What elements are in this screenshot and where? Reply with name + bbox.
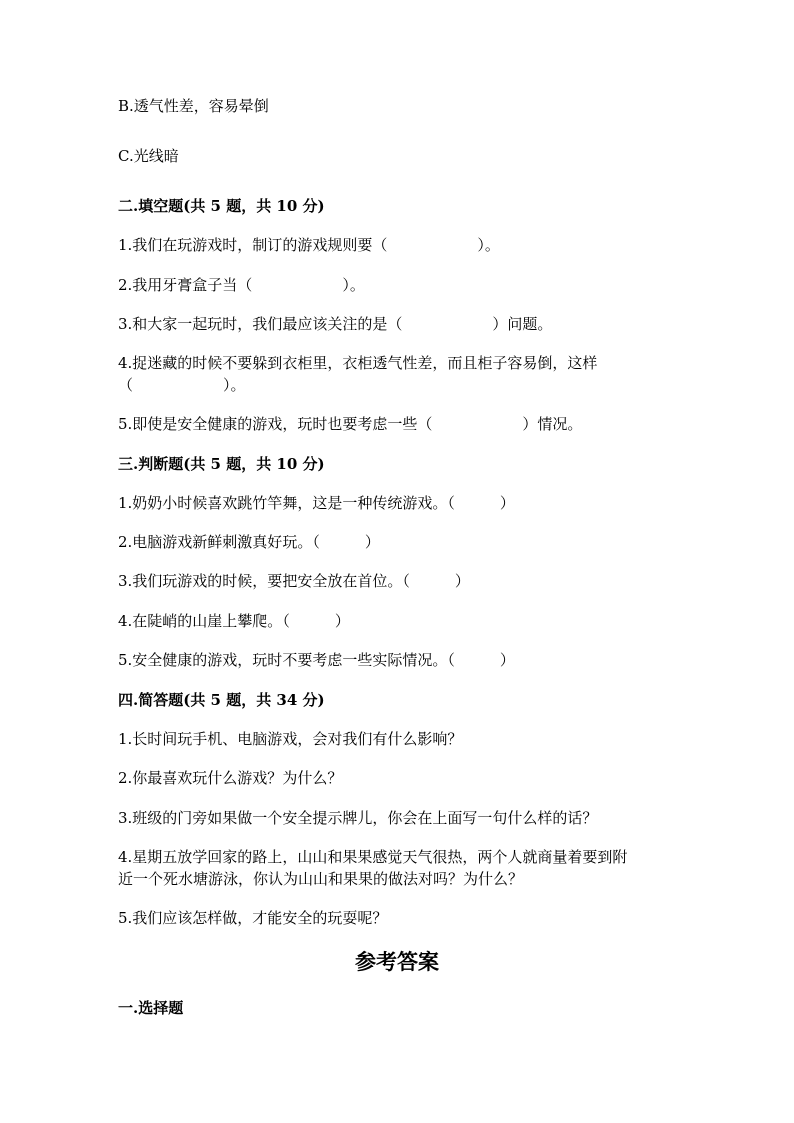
fill-question-2: 2.我用牙膏盒子当（ ）。	[118, 276, 365, 294]
judge-question-5: 5.安全健康的游戏，玩时不要考虑一些实际情况。（ ）	[118, 651, 515, 669]
fill-blank-heading: 二.填空题(共 5 题，共 10 分)	[118, 197, 325, 215]
fill-question-3: 3.和大家一起玩时，我们最应该关注的是（ ）问题。	[118, 315, 553, 333]
judge-heading: 三.判断题(共 5 题，共 10 分)	[118, 455, 325, 473]
fill-question-5: 5.即使是安全健康的游戏，玩时也要考虑一些（ ）情况。	[118, 415, 583, 433]
judge-question-3: 3.我们玩游戏的时候，要把安全放在首位。（ ）	[118, 572, 470, 590]
answer-key-title: 参考答案	[355, 949, 439, 974]
judge-question-4: 4.在陡峭的山崖上攀爬。（ ）	[118, 612, 350, 630]
option-b: B.透气性差，容易晕倒	[118, 97, 269, 115]
judge-question-1: 1.奶奶小时候喜欢跳竹竿舞，这是一种传统游戏。（ ）	[118, 494, 515, 512]
short-question-1: 1.长时间玩手机、电脑游戏，会对我们有什么影响？	[118, 730, 463, 748]
short-question-3: 3.班级的门旁如果做一个安全提示牌儿，你会在上面写一句什么样的话？	[118, 809, 598, 827]
fill-question-1: 1.我们在玩游戏时，制订的游戏规则要（ ）。	[118, 236, 500, 254]
fill-question-4-line-1: 4.捉迷藏的时候不要躲到衣柜里，衣柜透气性差，而且柜子容易倒，这样	[118, 354, 598, 372]
option-c: C.光线暗	[118, 147, 179, 165]
short-question-5: 5.我们应该怎样做，才能安全的玩耍呢？	[118, 909, 388, 927]
answer-section-choice-heading: 一.选择题	[118, 999, 184, 1017]
short-question-4-line-1: 4.星期五放学回家的路上，山山和果果感觉天气很热，两个人就商量着要到附	[118, 848, 628, 866]
short-answer-heading: 四.简答题(共 5 题，共 34 分)	[118, 691, 325, 709]
short-question-4-line-2: 近一个死水塘游泳，你认为山山和果果的做法对吗？为什么？	[118, 870, 524, 888]
fill-question-4-line-2: （ ）。	[118, 376, 246, 394]
short-question-2: 2.你最喜欢玩什么游戏？为什么？	[118, 769, 343, 787]
judge-question-2: 2.电脑游戏新鲜刺激真好玩。（ ）	[118, 533, 380, 551]
